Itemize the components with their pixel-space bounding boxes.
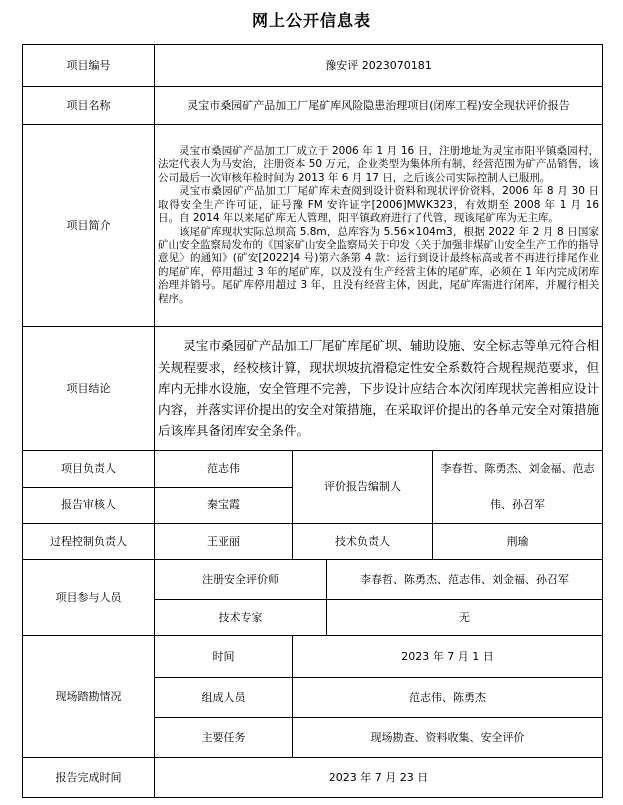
summary-paragraph-2: 灵宝市桑园矿产品加工厂尾矿库未查阅到设计资料和现状评价资料，2006 年 8 月 30 日取得安全生产许可证，证号豫 FM 安许证字[2006]MWK323，有效期至 2008 年 1 月 16 日。自 2014 年以来尾矿库无人管理，阳平镇政府进行了代管，现该尾矿库为无主库。	[158, 185, 600, 225]
site-members-label: 组成人员	[155, 678, 293, 718]
completion-label: 报告完成时间	[23, 758, 155, 798]
site-label: 现场踏勘情况	[23, 636, 155, 758]
row-leader	[23, 451, 603, 488]
leader-label: 项目负责人	[23, 451, 155, 488]
project-no-label: 项目编号	[23, 45, 155, 87]
completion-value: 2023 年 7 月 23 日	[155, 758, 603, 798]
conclusion-cell	[155, 327, 603, 451]
summary-paragraph-3: 该尾矿库现状实际总坝高 5.8m，总库容为 5.56×104m3，根据 2022 年 2 月 8 日国家矿山安全监察局发布的《国家矿山安全监察局关于印发〈关于加强非煤矿山安全生产工作的指导意见〉的通知》(矿安[2022]4 号)第六条第 4 款：运行到设计最终标高或者不再进行排尾作业的尾矿库，停用超过 3 年的尾矿库，以及没有生产经营主体的尾矿库，必须在 1 年内完成闭库治理并销号。尾矿库停用超过 3 年，且没有经营主体，因此，尾矿库需进行闭库，并履行相关程序。	[158, 225, 600, 305]
summary-cell	[155, 125, 603, 327]
site-task-label: 主要任务	[155, 718, 293, 758]
process-control-label: 过程控制负责人	[23, 524, 155, 560]
leader-value: 范志伟	[155, 451, 293, 488]
page-title: 网上公开信息表	[251, 11, 371, 30]
row-summary	[23, 125, 603, 327]
conclusion-label: 项目结论	[23, 327, 155, 451]
compilers-value	[433, 451, 603, 524]
row-project-no	[23, 45, 603, 87]
tech-leader-value: 荆瑜	[433, 524, 603, 560]
project-name-value: 灵宝市桑园矿产品加工厂尾矿库风险隐患治理项目(闭库工程)安全现状评价报告	[155, 87, 603, 125]
row-process-control	[23, 524, 603, 560]
registered-value: 李春哲、陈勇杰、范志伟、刘金福、孙召军	[327, 560, 603, 600]
tech-leader-label: 技术负责人	[293, 524, 433, 560]
reviewer-label: 报告审核人	[23, 487, 155, 524]
project-no-value: 豫安评 2023070181	[155, 45, 603, 87]
row-project-name	[23, 87, 603, 125]
row-completion	[23, 758, 603, 798]
row-participants-registered	[23, 560, 603, 600]
info-table	[22, 44, 603, 798]
row-site-time	[23, 636, 603, 678]
summary-label: 项目简介	[23, 125, 155, 327]
process-control-value: 王亚丽	[155, 524, 293, 560]
compilers-label: 评价报告编制人	[293, 451, 433, 524]
site-members-value: 范志伟、陈勇杰	[293, 678, 603, 718]
site-time-label: 时间	[155, 636, 293, 678]
registered-label: 注册安全评价师	[155, 560, 327, 600]
conclusion-text: 灵宝市桑园矿产品加工厂尾矿库尾矿坝、辅助设施、安全标志等单元符合相关规程要求，经校核计算，现状坝坡抗滑稳定性安全系数符合规程规范要求，但库内无排水设施，安全管理不完善，下步设计应结合本次闭库现状完善相应设计内容，并落实评价提出的安全对策措施，在采取评价提出的各单元安全对策措施后该库具备闭库安全条件。	[158, 338, 600, 439]
project-name-label: 项目名称	[23, 87, 155, 125]
participants-label: 项目参与人员	[23, 560, 155, 636]
summary-paragraph-1: 灵宝市桑园矿产品加工厂成立于 2006 年 1 月 16 日，注册地址为灵宝市阳平镇桑园村，法定代表人为马安治，注册资本 50 万元，企业类型为集体所有制，经营范围为矿产品销售，该公司最后一次审核年检时间为 2013 年 6 月 17 日，之后该公司实际控制人已服刑。	[158, 145, 600, 184]
expert-value: 无	[327, 600, 603, 636]
expert-label: 技术专家	[155, 600, 327, 636]
site-time-value: 2023 年 7 月 1 日	[293, 636, 603, 678]
compilers-text: 李春哲、陈勇杰、刘金福、范志伟、孙召军	[440, 462, 595, 511]
site-task-value: 现场勘查、资料收集、安全评价	[293, 718, 603, 758]
row-conclusion	[23, 327, 603, 451]
reviewer-value: 秦宝霞	[155, 487, 293, 524]
